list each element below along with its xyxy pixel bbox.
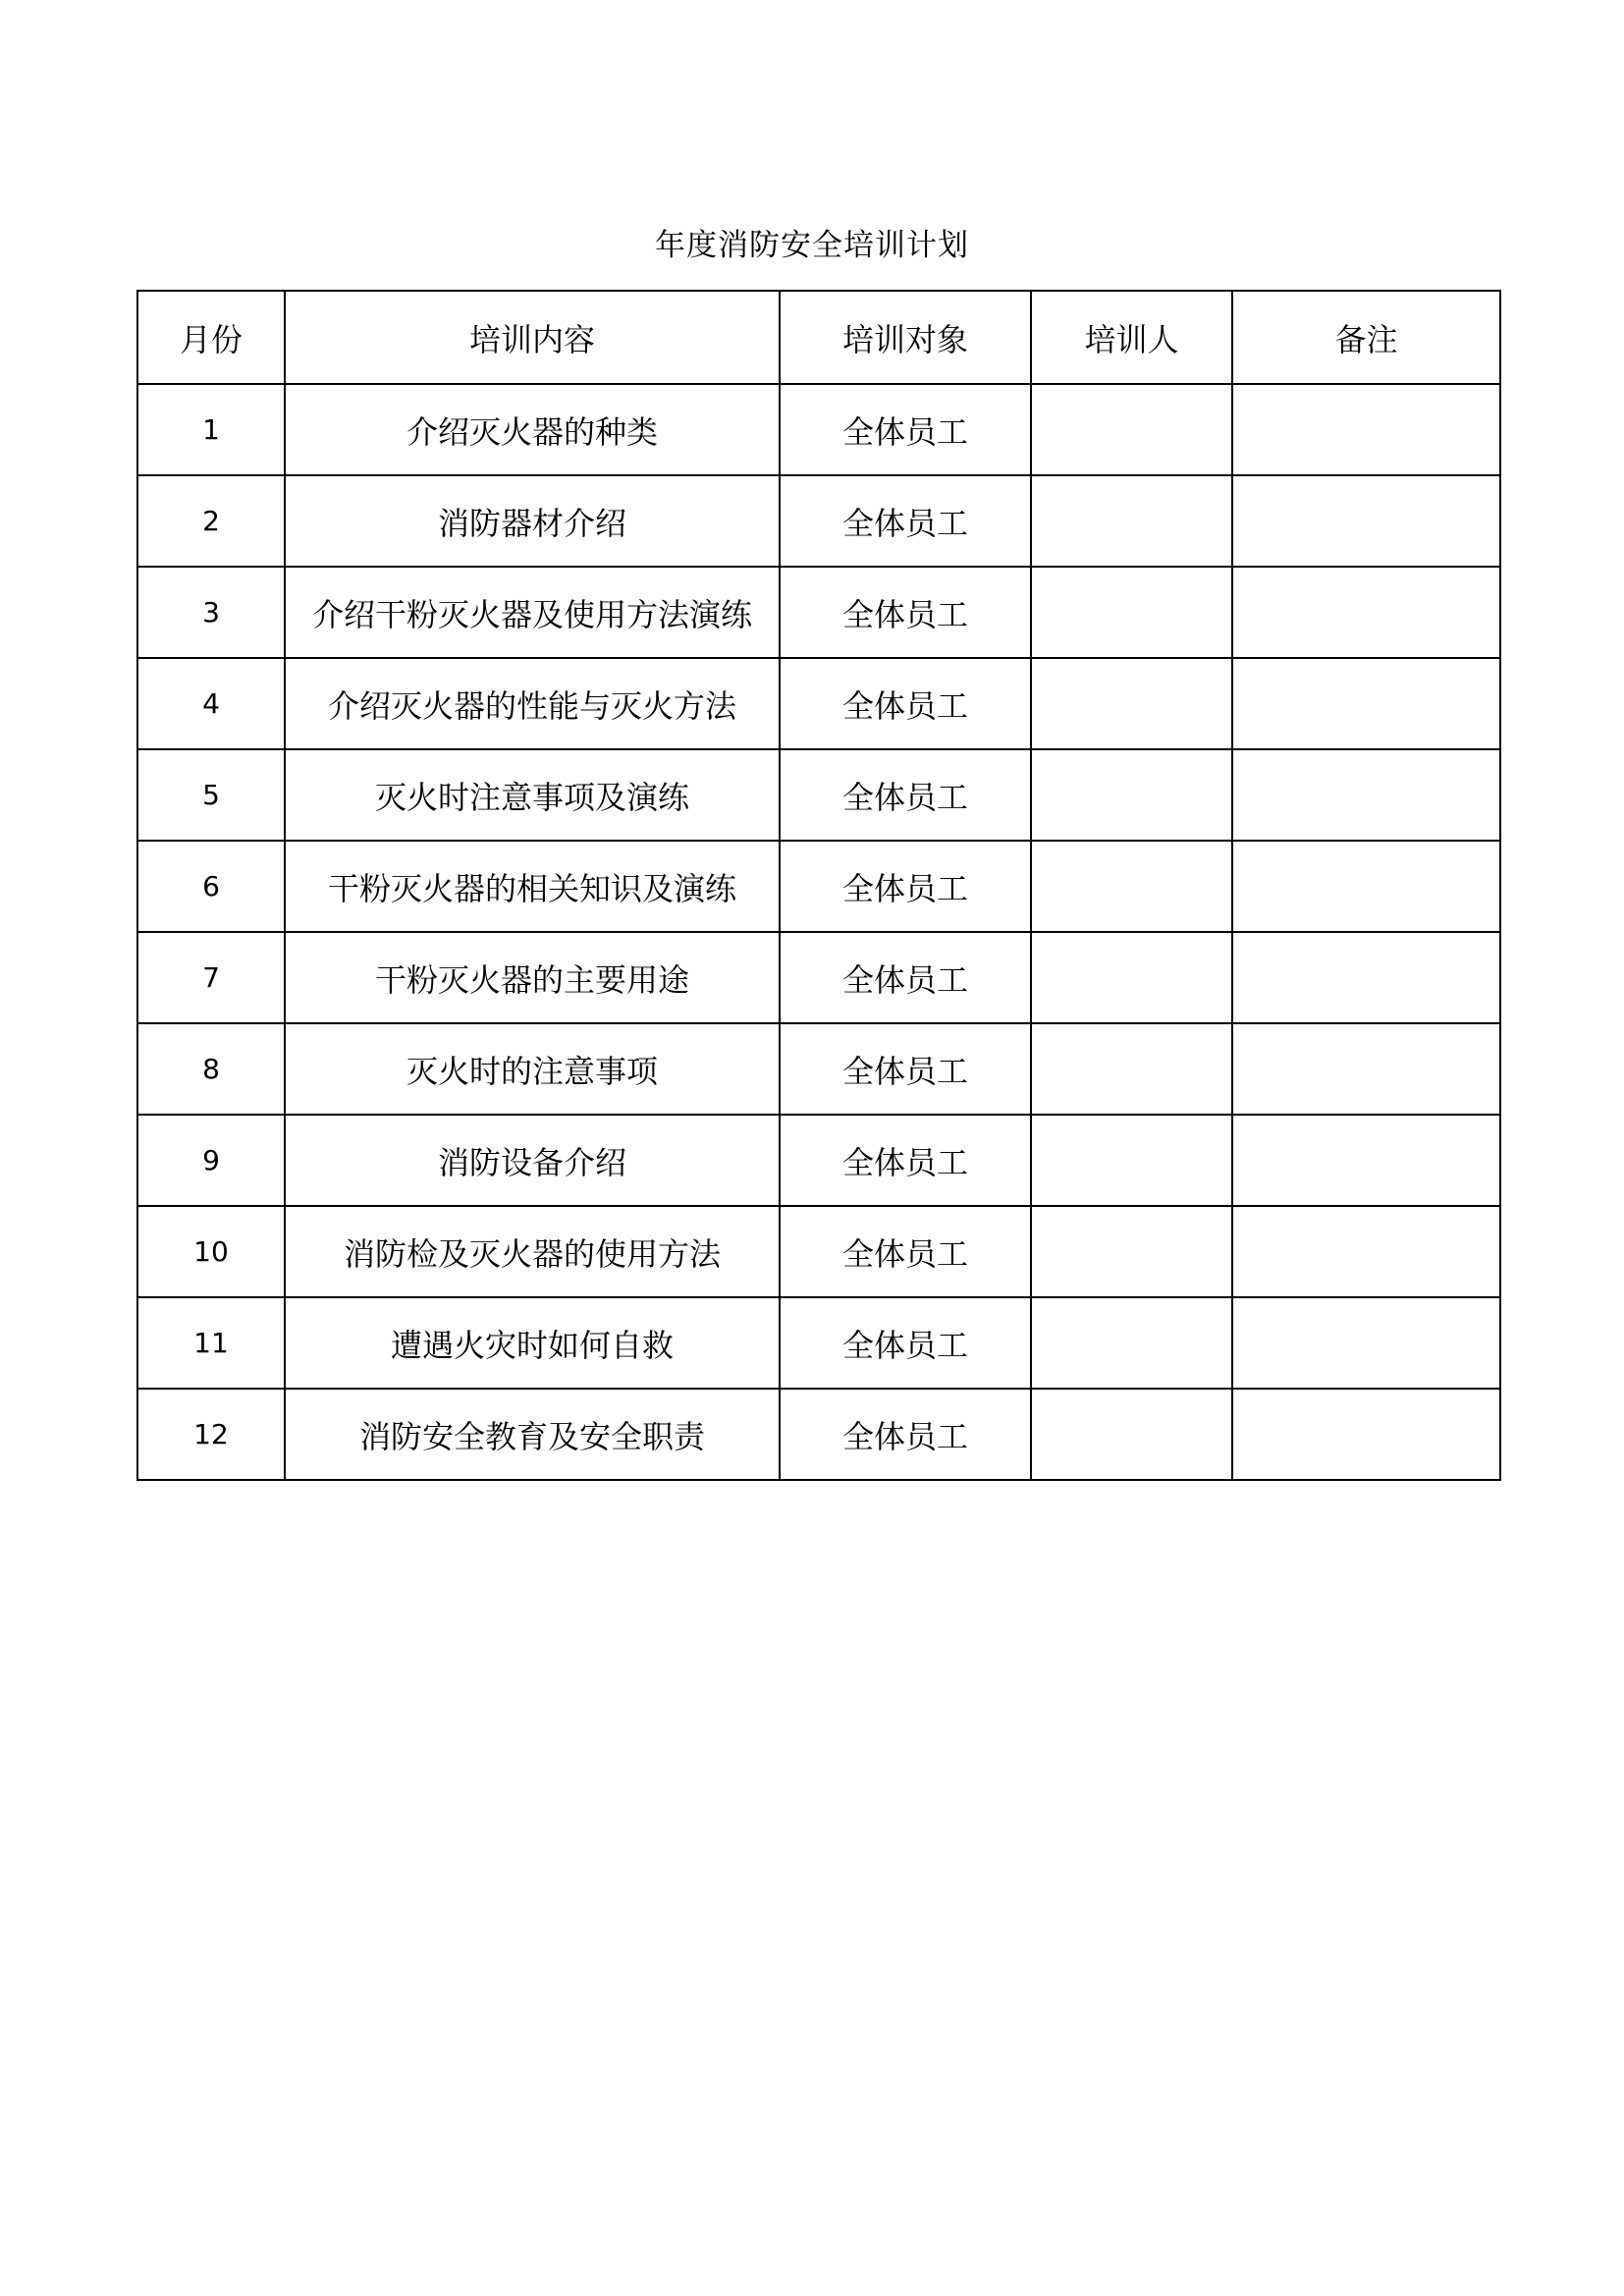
cell-note xyxy=(1232,1115,1500,1206)
cell-trainer xyxy=(1031,658,1232,749)
cell-note xyxy=(1232,384,1500,475)
cell-month: 10 xyxy=(137,1206,285,1297)
cell-target: 全体员工 xyxy=(780,658,1031,749)
cell-target: 全体员工 xyxy=(780,384,1031,475)
cell-content: 介绍灭火器的性能与灭火方法 xyxy=(285,658,780,749)
cell-month: 7 xyxy=(137,932,285,1023)
cell-trainer xyxy=(1031,475,1232,567)
cell-note xyxy=(1232,1389,1500,1480)
table-header-row xyxy=(137,291,1500,384)
cell-content: 介绍灭火器的种类 xyxy=(285,384,780,475)
table-row xyxy=(137,658,1500,749)
cell-content: 介绍干粉灭火器及使用方法演练 xyxy=(285,567,780,658)
cell-target: 全体员工 xyxy=(780,1115,1031,1206)
cell-content: 干粉灭火器的相关知识及演练 xyxy=(285,841,780,932)
cell-month: 1 xyxy=(137,384,285,475)
cell-note xyxy=(1232,1297,1500,1389)
cell-target: 全体员工 xyxy=(780,1206,1031,1297)
cell-month: 11 xyxy=(137,1297,285,1389)
cell-trainer xyxy=(1031,1297,1232,1389)
cell-note xyxy=(1232,932,1500,1023)
cell-content: 消防安全教育及安全职责 xyxy=(285,1389,780,1480)
cell-month: 9 xyxy=(137,1115,285,1206)
cell-content: 消防设备介绍 xyxy=(285,1115,780,1206)
cell-month: 3 xyxy=(137,567,285,658)
table-row xyxy=(137,384,1500,475)
table-row xyxy=(137,841,1500,932)
cell-trainer xyxy=(1031,749,1232,841)
cell-content: 灭火时注意事项及演练 xyxy=(285,749,780,841)
cell-trainer xyxy=(1031,1115,1232,1206)
header-trainer: 培训人 xyxy=(1031,291,1232,384)
cell-note xyxy=(1232,475,1500,567)
cell-content: 消防器材介绍 xyxy=(285,475,780,567)
cell-note xyxy=(1232,1023,1500,1115)
cell-trainer xyxy=(1031,1023,1232,1115)
cell-month: 4 xyxy=(137,658,285,749)
cell-target: 全体员工 xyxy=(780,1297,1031,1389)
cell-content: 遭遇火灾时如何自救 xyxy=(285,1297,780,1389)
cell-content: 消防检及灭火器的使用方法 xyxy=(285,1206,780,1297)
cell-note xyxy=(1232,567,1500,658)
cell-content: 灭火时的注意事项 xyxy=(285,1023,780,1115)
header-content: 培训内容 xyxy=(285,291,780,384)
cell-target: 全体员工 xyxy=(780,1023,1031,1115)
cell-note xyxy=(1232,749,1500,841)
header-target: 培训对象 xyxy=(780,291,1031,384)
cell-target: 全体员工 xyxy=(780,567,1031,658)
cell-month: 5 xyxy=(137,749,285,841)
cell-month: 6 xyxy=(137,841,285,932)
cell-trainer xyxy=(1031,932,1232,1023)
cell-target: 全体员工 xyxy=(780,749,1031,841)
cell-trainer xyxy=(1031,1389,1232,1480)
table-row xyxy=(137,567,1500,658)
cell-target: 全体员工 xyxy=(780,1389,1031,1480)
table-row xyxy=(137,1297,1500,1389)
cell-note xyxy=(1232,1206,1500,1297)
header-note: 备注 xyxy=(1232,291,1500,384)
cell-target: 全体员工 xyxy=(780,932,1031,1023)
table-row xyxy=(137,932,1500,1023)
cell-target: 全体员工 xyxy=(780,475,1031,567)
cell-trainer xyxy=(1031,567,1232,658)
cell-target: 全体员工 xyxy=(780,841,1031,932)
table-row xyxy=(137,749,1500,841)
cell-note xyxy=(1232,841,1500,932)
cell-trainer xyxy=(1031,841,1232,932)
cell-trainer xyxy=(1031,384,1232,475)
header-month: 月份 xyxy=(137,291,285,384)
cell-month: 12 xyxy=(137,1389,285,1480)
table-row xyxy=(137,1206,1500,1297)
table-row xyxy=(137,475,1500,567)
cell-month: 2 xyxy=(137,475,285,567)
cell-month: 8 xyxy=(137,1023,285,1115)
cell-note xyxy=(1232,658,1500,749)
table-row xyxy=(137,1023,1500,1115)
cell-trainer xyxy=(1031,1206,1232,1297)
cell-content: 干粉灭火器的主要用途 xyxy=(285,932,780,1023)
table-row xyxy=(137,1115,1500,1206)
document-title: 年度消防安全培训计划 xyxy=(655,228,969,263)
training-plan-table xyxy=(136,290,1501,1481)
table-row xyxy=(137,1389,1500,1480)
